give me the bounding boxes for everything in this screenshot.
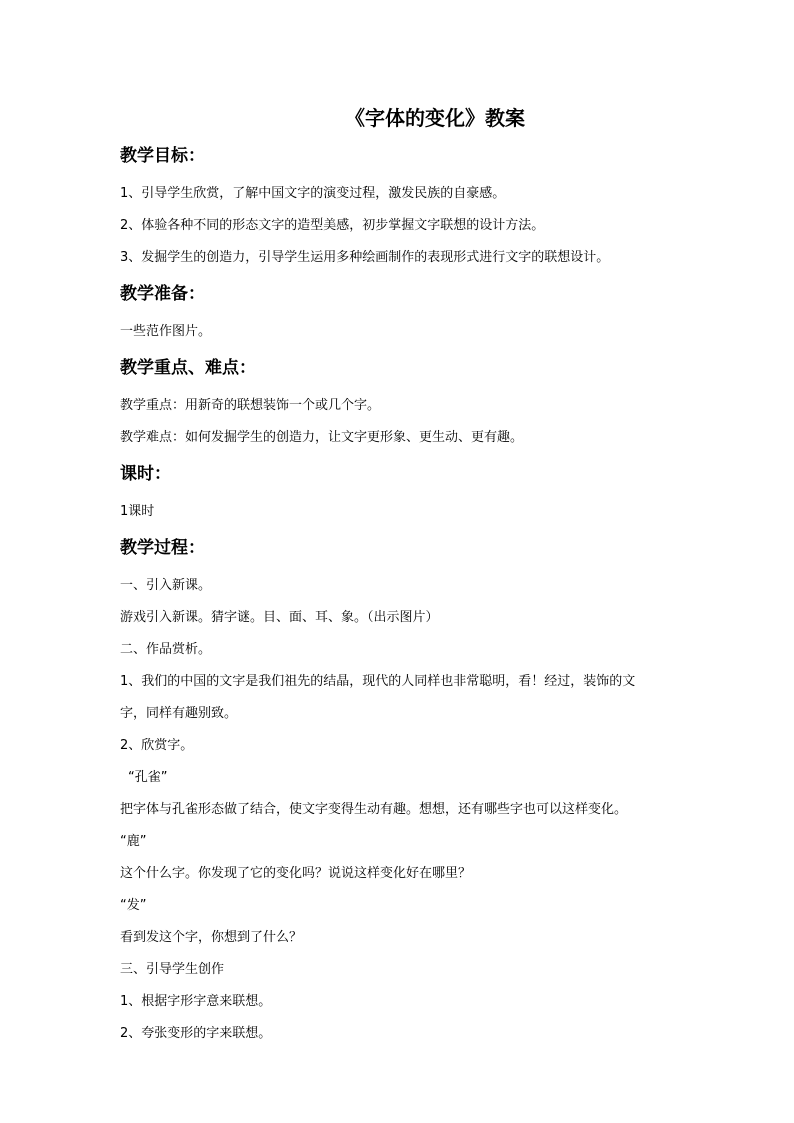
paragraph: 2、夸张变形的字来联想。 xyxy=(120,1026,272,1041)
paragraph: 2、体验各种不同的形态文字的造型美感，初步掌握文字联想的设计方法。 xyxy=(120,218,545,233)
paragraph: 教学重点：用新奇的联想装饰一个或几个字。 xyxy=(120,398,381,413)
paragraph: 游戏引入新课。猜字谜。目、面、耳、象。（出示图片） xyxy=(120,610,439,625)
paragraph: 这个什么字。你发现了它的变化吗？说说这样变化好在哪里？ xyxy=(120,866,472,881)
paragraph: 1、根据字形字意来联想。 xyxy=(120,994,272,1009)
quote-deer: “鹿” xyxy=(120,834,147,849)
paragraph: 字，同样有趣别致。 xyxy=(120,706,238,721)
section-heading: 教学目标： xyxy=(120,146,205,166)
paragraph: 一些范作图片。 xyxy=(120,324,212,339)
section-class-hours xyxy=(120,460,680,528)
paragraph: 二、作品赏析。 xyxy=(120,642,212,657)
paragraph: 一、引入新课。 xyxy=(120,578,212,593)
section-heading: 教学准备： xyxy=(120,284,205,304)
section-heading: 教学过程： xyxy=(120,538,205,558)
quote-fa: “发” xyxy=(120,898,147,913)
document-title: 《字体的变化》教案 xyxy=(345,106,525,130)
paragraph: 1、引导学生欣赏，了解中国文字的演变过程，激发民族的自豪感。 xyxy=(120,186,506,201)
quote-peacock: “孔雀” xyxy=(128,770,168,785)
paragraph: 1、我们的中国的文字是我们祖先的结晶，现代的人同样也非常聪明，看！经过，装饰的文 xyxy=(120,674,636,689)
section-heading: 教学重点、难点： xyxy=(120,358,256,378)
section-objectives xyxy=(120,142,680,274)
paragraph: 1课时 xyxy=(120,504,155,519)
paragraph: 2、欣赏字。 xyxy=(120,738,194,753)
paragraph: 三、引导学生创作 xyxy=(120,962,225,977)
paragraph: 3、发掘学生的创造力，引导学生运用多种绘画制作的表现形式进行文字的联想设计。 xyxy=(120,250,610,265)
section-key-points xyxy=(120,354,680,454)
section-heading: 课时： xyxy=(120,464,171,484)
document-page xyxy=(120,100,680,1050)
section-process xyxy=(120,534,680,1050)
paragraph: 看到发这个字，你想到了什么？ xyxy=(120,930,303,945)
paragraph: 把字体与孔雀形态做了结合，使文字变得生动有趣。想想，还有哪些字也可以这样变化。 xyxy=(120,802,628,817)
section-preparation xyxy=(120,280,680,348)
paragraph: 教学难点：如何发掘学生的创造力，让文字更形象、更生动、更有趣。 xyxy=(120,430,524,445)
